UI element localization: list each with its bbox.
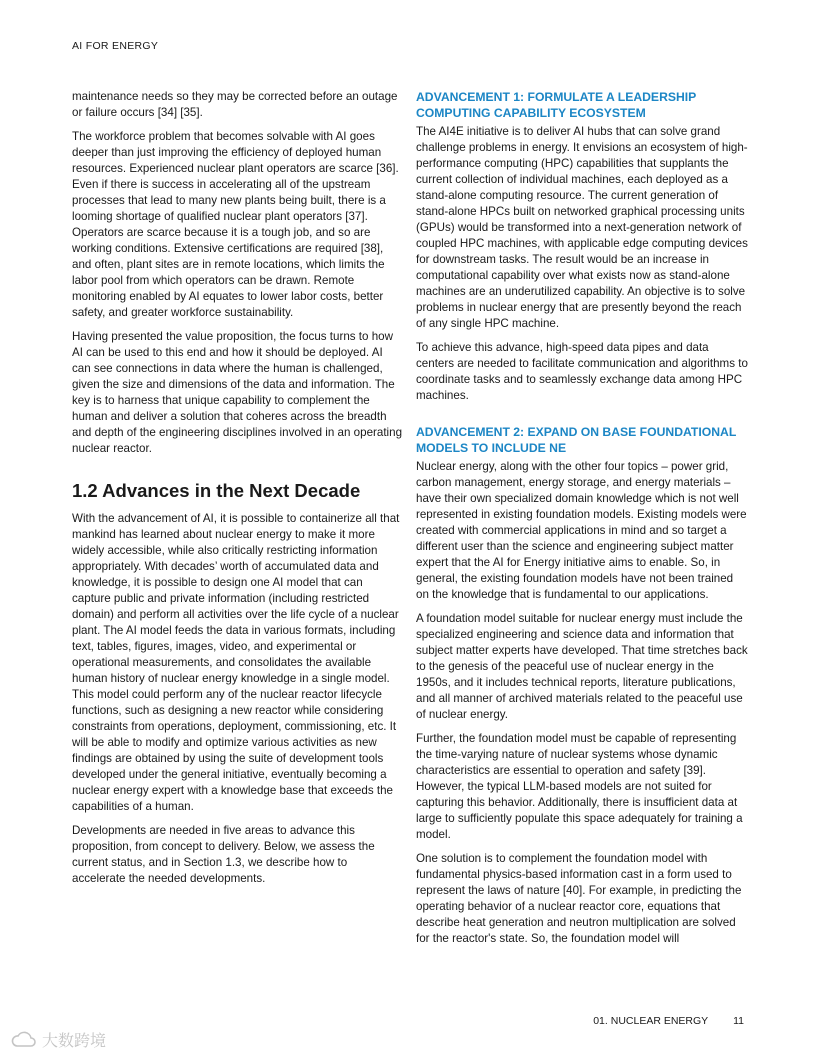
- footer-section-label: 01. NUCLEAR ENERGY: [593, 1015, 709, 1027]
- body-paragraph: Nuclear energy, along with the other four topics – power grid, carbon management, energy storage, and energy materials – have their own specialized domain knowledge which is not well represented in existing foundation models. Existing models were created with commercial applications in mind and so target a different user than the science and engineering subject matter expert that the AI for Energy initiative aims to enable. So, in general, the existing foundation models have not been trained on the knowledge that is fundamental to our applications.: [416, 460, 747, 601]
- watermark: [10, 1028, 106, 1051]
- body-paragraph: The AI4E initiative is to deliver AI hubs that can solve grand challenge problems in energy. It envisions an ecosystem of high-performance computing (HPC) capabilities that supplants the current collection of individual machines, each deployed as a stand-alone computing resource. The current generation of stand-alone HPCs built on networked graphical processing units (GPUs) would be transformed into a next-generation network of coupled HPC machines, with applicable edge computing devices for downstream tasks. The result would be an increase in computational capability over what exists now as stand-alone machines are an underutilized capability. An objective is to solve problems in nuclear energy that are presently beyond the reach of any single HPC machine.: [416, 125, 748, 330]
- body-paragraph: maintenance needs so they may be corrected before an outage or failure occurs [34] [35].: [72, 90, 398, 119]
- body-paragraph: Developments are needed in five areas to advance this proposition, from concept to delivery. Below, we assess the current status, and in Section 1.3, we describe how to accelerate the needed developments.: [72, 824, 375, 885]
- page-footer: [593, 1015, 744, 1027]
- body-paragraph: To achieve this advance, high-speed data pipes and data centers are needed to facilitate communication and algorithms to coordinate tasks and to seamlessly exchange data among HPC machines.: [416, 341, 748, 402]
- running-header: AI FOR ENERGY: [72, 40, 159, 52]
- page-number: 11: [733, 1015, 744, 1027]
- watermark-text: 大数跨境: [42, 1033, 107, 1050]
- body-paragraph: Having presented the value proposition, the focus turns to how AI can be used to this end and how it should be deployed. AI can see connections in data where the human is challenged, given the size and dimensions of the data and information. The key is to harness that unique capability to complement the human and deliver a solution that coheres across the breadth and depth of the engineering disciplines involved in an operating nuclear reactor.: [72, 330, 403, 455]
- left-column: [72, 89, 402, 895]
- section-heading: 1.2 Advances in the Next Decade: [72, 480, 361, 501]
- right-column: [416, 89, 748, 955]
- body-paragraph: With the advancement of AI, it is possible to containerize all that mankind has learned about nuclear energy to make it more widely accessible, while also critically restricting information appropriately. With decades’ worth of accumulated data and knowledge, it is possible to design one AI model that can capture public and private information (including restricted domain) and perform all activities over the life cycle of a nuclear plant. The AI model feeds the data in various formats, including text, tables, figures, images, video, and experimental or operational measurements, and consolidates the available human history of nuclear energy knowledge in a single model. This model could perform any of the nuclear reactor lifecycle functions, such as designing a new reactor while considering constraints from operations, deployment, commissioning, etc. It will be able to modify and optimize various activities as new findings are obtained by using the suite of development tools developed under the general initiative, eventually becoming a nuclear energy expert with a knowledge base that exceeds the capabilities of a human.: [72, 512, 400, 813]
- body-paragraph: The workforce problem that becomes solvable with AI goes deeper than just improving the efficiency of deployed human resources. Experienced nuclear plant operators are scarce [36]. Even if there is success in accelerating all of the upstream processes that lead to many new plants being built, there is a looming shortage of qualified nuclear plant operators [37]. Operators are scarce because it is a tough job, and so are working conditions. Extensive certifications are required [38], and often, plant sites are in remote locations, which limits the labor pool from which operators can be drawn. Remote monitoring enabled by AI equates to lower labor costs, better safety, and greater workforce sustainability.: [72, 130, 399, 319]
- advancement-1-heading: ADVANCEMENT 1: FORMULATE A LEADERSHIP COMPUTING CAPABILITY ECOSYSTEM: [416, 90, 697, 120]
- advancement-2-heading: ADVANCEMENT 2: EXPAND ON BASE FOUNDATIONAL MODELS TO INCLUDE NE: [416, 425, 737, 455]
- body-paragraph: Further, the foundation model must be capable of representing the time-varying nature of nuclear systems whose dynamic characteristics are essential to operation and safety [39]. However, the typical LLM-based models are not suited for capturing this behavior. Additionally, there is insufficient data at large to sufficiently populate this space adequately for training a model.: [416, 732, 743, 841]
- cloud-logo-icon: [10, 1030, 38, 1050]
- body-paragraph: One solution is to complement the foundation model with fundamental physics-based information cast in a form used to represent the laws of nature [40]. For example, in predicting the operating behavior of a nuclear reactor core, equations that describe heat generation and neutron multiplication are solved for the reactor's state. So, the foundation model will: [416, 852, 742, 945]
- body-paragraph: A foundation model suitable for nuclear energy must include the specialized engineering and science data and information that subject matter experts have developed. That time stretches back to the genesis of the peaceful use of nuclear energy in the 1950s, and it includes technical reports, literature publications, and all manner of archived materials related to the peaceful use of nuclear energy.: [416, 612, 748, 721]
